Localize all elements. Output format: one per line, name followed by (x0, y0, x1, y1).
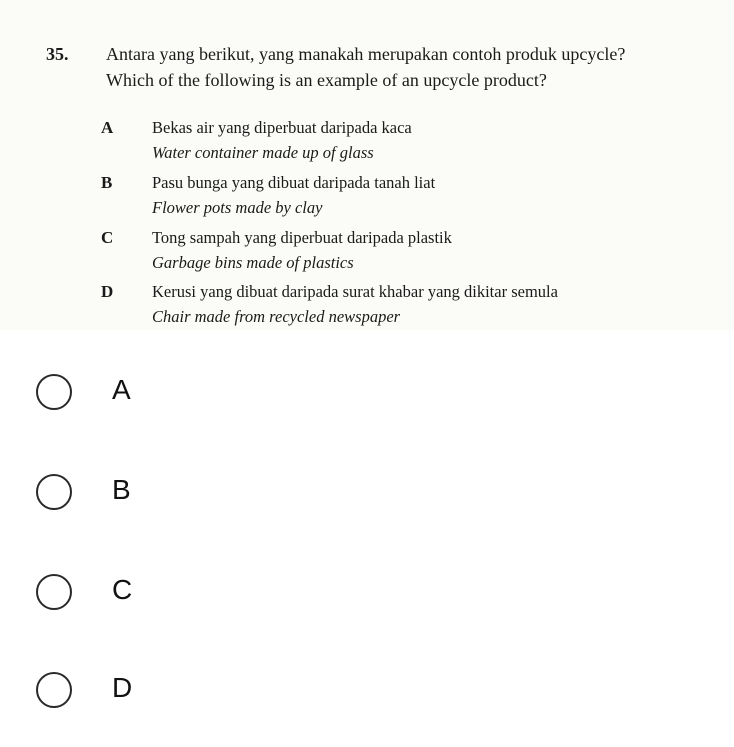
option-d-text-english: Chair made from recycled newspaper (152, 307, 401, 326)
option-c-letter: C (101, 228, 114, 247)
answer-choice-d-label: D (112, 672, 133, 703)
option-b-text-malay: Pasu bunga yang dibuat daripada tanah liat (152, 173, 436, 192)
option-b-letter: B (101, 173, 113, 192)
option-a-text-english: Water container made up of glass (152, 143, 374, 162)
option-c-text-english: Garbage bins made of plastics (152, 253, 354, 272)
answer-choice-b[interactable] (30, 466, 230, 522)
option-b-text-english: Flower pots made by clay (152, 198, 323, 217)
radio-button-a[interactable] (36, 374, 72, 410)
option-d-letter: D (101, 282, 114, 301)
answer-choice-c[interactable] (30, 566, 230, 622)
question-image (0, 0, 734, 330)
option-a-text-malay: Bekas air yang diperbuat daripada kaca (152, 118, 412, 137)
option-d-text-malay: Kerusi yang dibuat daripada surat khabar yang dikitar semula (152, 282, 558, 301)
answer-choice-a[interactable] (30, 366, 230, 422)
answer-choice-c-label: C (112, 574, 133, 605)
radio-button-c[interactable] (36, 574, 72, 610)
option-c-text-malay: Tong sampah yang diperbuat daripada plastik (152, 228, 452, 247)
radio-button-b[interactable] (36, 474, 72, 510)
question-number: 35. (46, 44, 69, 64)
answer-choice-a-label: A (112, 374, 131, 405)
option-a-letter: A (101, 118, 114, 137)
answer-choice-d[interactable] (30, 664, 230, 720)
answer-choice-b-label: B (112, 474, 131, 505)
radio-button-d[interactable] (36, 672, 72, 708)
question-text-english: Which of the following is an example of an upcycle product? (106, 70, 547, 90)
question-text-malay: Antara yang berikut, yang manakah merupakan contoh produk upcycle? (106, 44, 626, 64)
